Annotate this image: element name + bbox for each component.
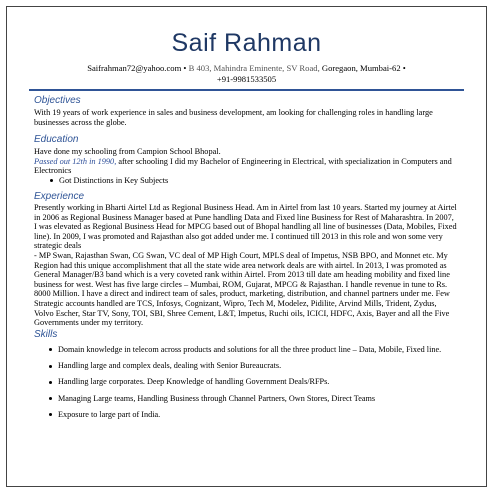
bullet-icon — [50, 179, 53, 182]
education-detail — [34, 157, 458, 176]
education-section — [34, 147, 458, 185]
skill-item: Managing Large teams, Handling Business through Channel Partners, Own Stores, Direct Teams — [49, 394, 446, 404]
experience-heading: Experience — [34, 191, 85, 202]
passed-out-note: Passed out 12th in 1990, — [34, 156, 117, 166]
education-heading: Education — [34, 134, 79, 145]
bullet-icon — [49, 413, 52, 416]
education-bullet — [50, 176, 458, 186]
address-text: B 403, Mahindra Eminente, SV Road, — [188, 63, 320, 73]
email-link[interactable]: Saifrahman72@yahoo.com — [87, 63, 182, 73]
separator-dot: • — [183, 63, 187, 73]
resume-page — [6, 6, 487, 487]
objectives-heading: Objectives — [34, 95, 81, 106]
bullet-icon — [49, 397, 52, 400]
skills-heading: Skills — [34, 329, 58, 340]
bullet-icon — [49, 381, 52, 384]
bullet-icon — [49, 365, 52, 368]
city-text: Goregaon, Mumbai-62 — [321, 63, 401, 73]
skills-list — [49, 345, 446, 426]
education-line: Have done my schooling from Campion School Bhopal. — [34, 147, 221, 156]
skill-item: Exposure to large part of India. — [49, 410, 446, 420]
skill-item: Handling large and complex deals, dealing with Senior Bureaucrats. — [49, 361, 446, 371]
phone-text: +91-9981533505 — [216, 74, 277, 84]
experience-paragraph: - MP Swan, Rajasthan Swan, CG Swan, VC deal of MP High Court, MPLS deal of Impetus, NSB BPO, and Monnet etc. My Region had this unique accomplishment that all the state wide area network deals are with airtel. In 2013, I was promoted as General Manager/B3 band which is a very coveted rank within Airtel. From 2013 till date am heading mobility and fixed line business for west. West has five large circles – Mumbai, ROM, Gujarat, MPCG & Rajasthan. I handle revenue in tune to Rs. 8000 Million. I have a direct and indirect team of sales, product, marketing, distribution, and channel partners under me. Few Strategic accounts handled are TCS, Infosys, Cognizant, Wipro, Tech M, Modelez, Pidilite, Arvind Mills, Trident, Zydus, Volvo Escher, Star TV, Sony, TOI, SBI, Shree Cement, L&T, Impetus, Ruchi oils, ICICI, HDFC, Axis, Bayer and all the Five Governments under my territory. — [34, 250, 450, 328]
separator-dot: • — [402, 63, 406, 73]
objectives-text: With 19 years of work experience in sales and business development, am looking for challenging roles in handling large businesses across the globe. — [34, 108, 433, 127]
contact-line — [37, 63, 456, 85]
candidate-name: Saif Rahman — [171, 29, 322, 57]
degree-text: after schooling I did my Bachelor of Engineering in Electrical, with specialization in Computers and Electronics — [34, 156, 452, 176]
experience-paragraph: Presently working in Bharti Airtel Ltd as Regional Business Head. Am in Airtel from last 10 years. Started my journey at Airtel in 2006 as Regional Business Manager based at Pune handling Data and Fixed line Business for Rest of Maharashtra. In 2007, I was elevated as Regional Business Head for MPCG based out of Bhopal handling all line of businesses (Data, Mobiles, Fixed line). In 2009, I was promoted and Rajasthan also got added under me. I continued till 2013 in this role and won some very strategic deals — [34, 203, 457, 251]
bullet-icon — [49, 348, 52, 351]
experience-section — [34, 203, 458, 328]
education-bullet-text: Got Distinctions in Key Subjects — [59, 175, 169, 185]
skill-item: Domain knowledge in telecom across products and solutions for all the three product line – Data, Mobile, Fixed line. — [49, 345, 446, 355]
header-divider — [29, 89, 464, 91]
skill-item: Handling large corporates. Deep Knowledge of handling Government Deals/RFPs. — [49, 377, 446, 387]
